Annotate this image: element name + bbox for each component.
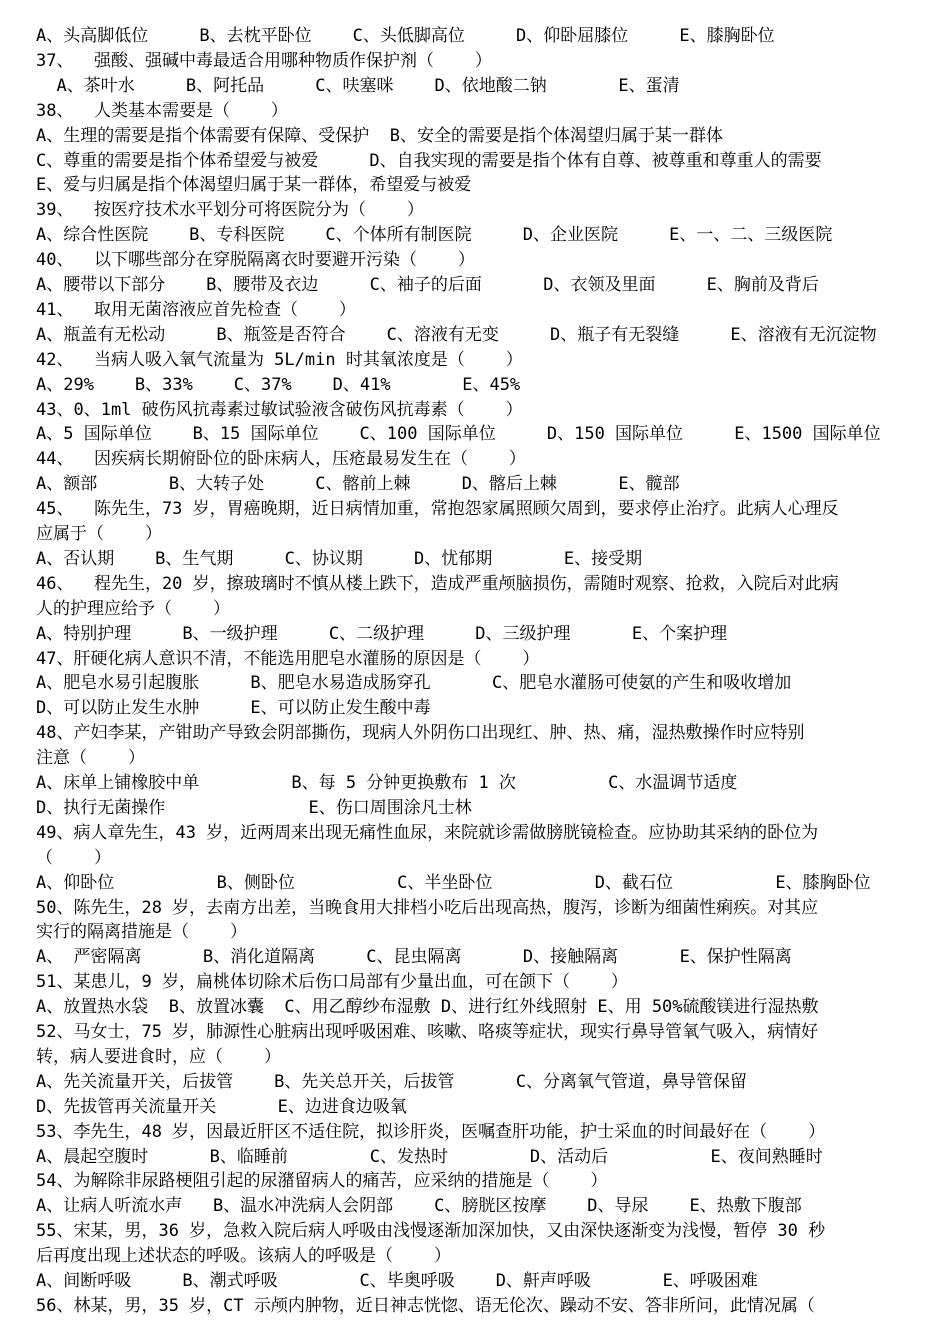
- text-line: A、额部 B、大转子处 C、髂前上棘 D、髂后上棘 E、髋部: [36, 474, 680, 495]
- text-line: 48、产妇李某，产钳助产导致会阴部撕伤，现病人外阴伤口出现红、肿、热、痛，湿热敷操作时应特别: [36, 723, 805, 744]
- text-line: D、执行无菌操作 E、伤口周围涂凡士林: [36, 797, 472, 818]
- text-line: 44、 因疾病长期俯卧位的卧床病人，压疮最易发生在（ ）: [36, 449, 526, 470]
- text-line: D、先拔管再关流量开关 E、边进食边吸氧: [36, 1096, 407, 1117]
- text-line: 45、 陈先生，73 岁，胃癌晚期，近日病情加重，常抱怨家属照顾欠周到，要求停止治疗。此病人心理反: [36, 499, 839, 520]
- text-line: 39、 按医疗技术水平划分可将医院分为（ ）: [36, 200, 424, 221]
- text-line: 47、肝硬化病人意识不清，不能选用肥皂水灌肠的原因是（ ）: [36, 648, 540, 669]
- text-line: 55、宋某，男，36 岁，急救入院后病人呼吸由浅慢逐渐加深加快，又由深快逐渐变为浅慢，暂停 30 秒: [36, 1221, 826, 1242]
- text-line: A、头高脚低位 B、去枕平卧位 C、头低脚高位 D、仰卧屈膝位 E、膝胸卧位: [36, 26, 775, 46]
- text-line: 56、林某，男，35 岁，CT 示颅内肿物，近日神志恍惚、语无伦次、躁动不安、答非所问，此情况属（: [36, 1295, 815, 1316]
- text-line: A、肥皂水易引起腹胀 B、肥皂水易造成肠穿孔 C、肥皂水灌肠可使氨的产生和吸收增加: [36, 673, 792, 694]
- text-line: A、瓶盖有无松动 B、瓶签是否符合 C、溶液有无变 D、瓶子有无裂缝 E、溶液有无沉淀物: [36, 324, 877, 345]
- text-line: D、可以防止发生水肿 E、可以防止发生酸中毒: [36, 698, 431, 719]
- text-line: 38、 人类基本需要是（ ）: [36, 100, 288, 121]
- text-line: A、否认期 B、生气期 C、协议期 D、忧郁期 E、接受期: [36, 548, 643, 569]
- text-line: 实行的隔离措施是（ ）: [36, 922, 247, 943]
- text-line: 51、某患儿，9 岁，扁桃体切除术后伤口局部有少量出血，可在颌下（ ）: [36, 972, 628, 993]
- text-line: A、特别护理 B、一级护理 C、二级护理 D、三级护理 E、个案护理: [36, 623, 728, 644]
- text-line: 40、 以下哪些部分在穿脱隔离衣时要避开污染（ ）: [36, 250, 475, 271]
- text-line: 46、 程先生，20 岁，擦玻璃时不慎从楼上跌下，造成严重颅脑损伤，需随时观察、抢救，入院后对此病: [36, 573, 839, 594]
- text-line: A、茶叶水 B、阿托品 C、呋塞咪 D、依地酸二钠 E、蛋清: [36, 75, 680, 96]
- text-line: A、仰卧位 B、侧卧位 C、半坐卧位 D、截石位 E、膝胸卧位: [36, 872, 871, 893]
- text-line: C、尊重的需要是指个体希望爱与被爱 D、自我实现的需要是指个体有自尊、被尊重和尊重人的需要: [36, 150, 822, 171]
- text-line: 41、 取用无菌溶液应首先检查（ ）: [36, 299, 356, 320]
- text-line: A、先关流量开关，后拔管 B、先关总开关，后拔管 C、分离氧气管道，鼻导管保留: [36, 1071, 748, 1092]
- text-line: A、间断呼吸 B、潮式呼吸 C、毕奥呼吸 D、鼾声呼吸 E、呼吸困难: [36, 1271, 758, 1291]
- text-line: A、晨起空腹时 B、临睡前 C、发热时 D、活动后 E、夜间熟睡时: [36, 1146, 823, 1167]
- text-line: 53、李先生，48 岁，因最近肝区不适住院，拟诊肝炎，医嘱查肝功能，护士采血的时间最好在（ ）: [36, 1121, 826, 1142]
- text-line: 52、马女士，75 岁，肺源性心脏病出现呼吸困难、咳嗽、咯痰等症状，现实行鼻导管氧气吸入，病情好: [36, 1022, 819, 1042]
- text-line: A、腰带以下部分 B、腰带及衣边 C、袖子的后面 D、衣领及里面 E、胸前及背后: [36, 275, 819, 295]
- text-line: 37、 强酸、强碱中毒最适合用哪种物质作保护剂（ ）: [36, 50, 492, 71]
- text-line: E、爱与归属是指个体渴望归属于某一群体，希望爱与被爱: [36, 175, 472, 196]
- text-line: A、综合性医院 B、专科医院 C、个体所有制医院 D、企业医院 E、一、二、三级医院: [36, 225, 833, 246]
- text-line: 应属于（ ）: [36, 524, 162, 544]
- text-line: 43、0、1ml 破伤风抗毒素过敏试验液含破伤风抗毒素（ ）: [36, 399, 523, 420]
- text-line: A、床单上铺橡胶中单 B、每 5 分钟更换敷布 1 次 C、水温调节适度: [36, 773, 738, 793]
- text-line: 54、为解除非尿路梗阻引起的尿潴留病人的痛苦，应采纳的措施是（ ）: [36, 1171, 608, 1192]
- text-line: 人的护理应给予（ ）: [36, 598, 230, 619]
- text-line: 49、病人章先生，43 岁，近两周来出现无痛性血尿，来院就诊需做膀胱镜检查。应协助其采纳的卧位为: [36, 822, 819, 843]
- text-line: 后再度出现上述状态的呼吸。该病人的呼吸是（ ）: [36, 1246, 451, 1267]
- text-line: A、 严密隔离 B、消化道隔离 C、昆虫隔离 D、接触隔离 E、保护性隔离: [36, 947, 792, 968]
- text-line: A、生理的需要是指个体需要有保障、受保护 B、安全的需要是指个体渴望归属于某一群体: [36, 125, 723, 146]
- text-line: 转，病人要进食时，应（ ）: [36, 1046, 281, 1067]
- text-line: A、29% B、33% C、37% D、41% E、45%: [36, 374, 521, 395]
- text-line: 注意（ ）: [36, 748, 145, 769]
- text-line: A、5 国际单位 B、15 国际单位 C、100 国际单位 D、150 国际单位 E、1500 国际单位: [36, 424, 881, 445]
- text-line: A、让病人听流水声 B、温水冲洗病人会阴部 C、膀胱区按摩 D、导尿 E、热敷下腹部: [36, 1196, 802, 1217]
- text-line: 42、 当病人吸入氧气流量为 5L/min 时其氧浓度是（ ）: [36, 349, 523, 370]
- text-line: （ ）: [36, 847, 111, 868]
- text-line: 50、陈先生，28 岁，去南方出差，当晚食用大排档小吃后出现高热，腹泻，诊断为细菌性痢疾。对其应: [36, 897, 819, 918]
- text-line: A、放置热水袋 B、放置冰囊 C、用乙醇纱布湿敷 D、进行红外线照射 E、用 50%硫酸镁进行湿热敷: [36, 997, 819, 1018]
